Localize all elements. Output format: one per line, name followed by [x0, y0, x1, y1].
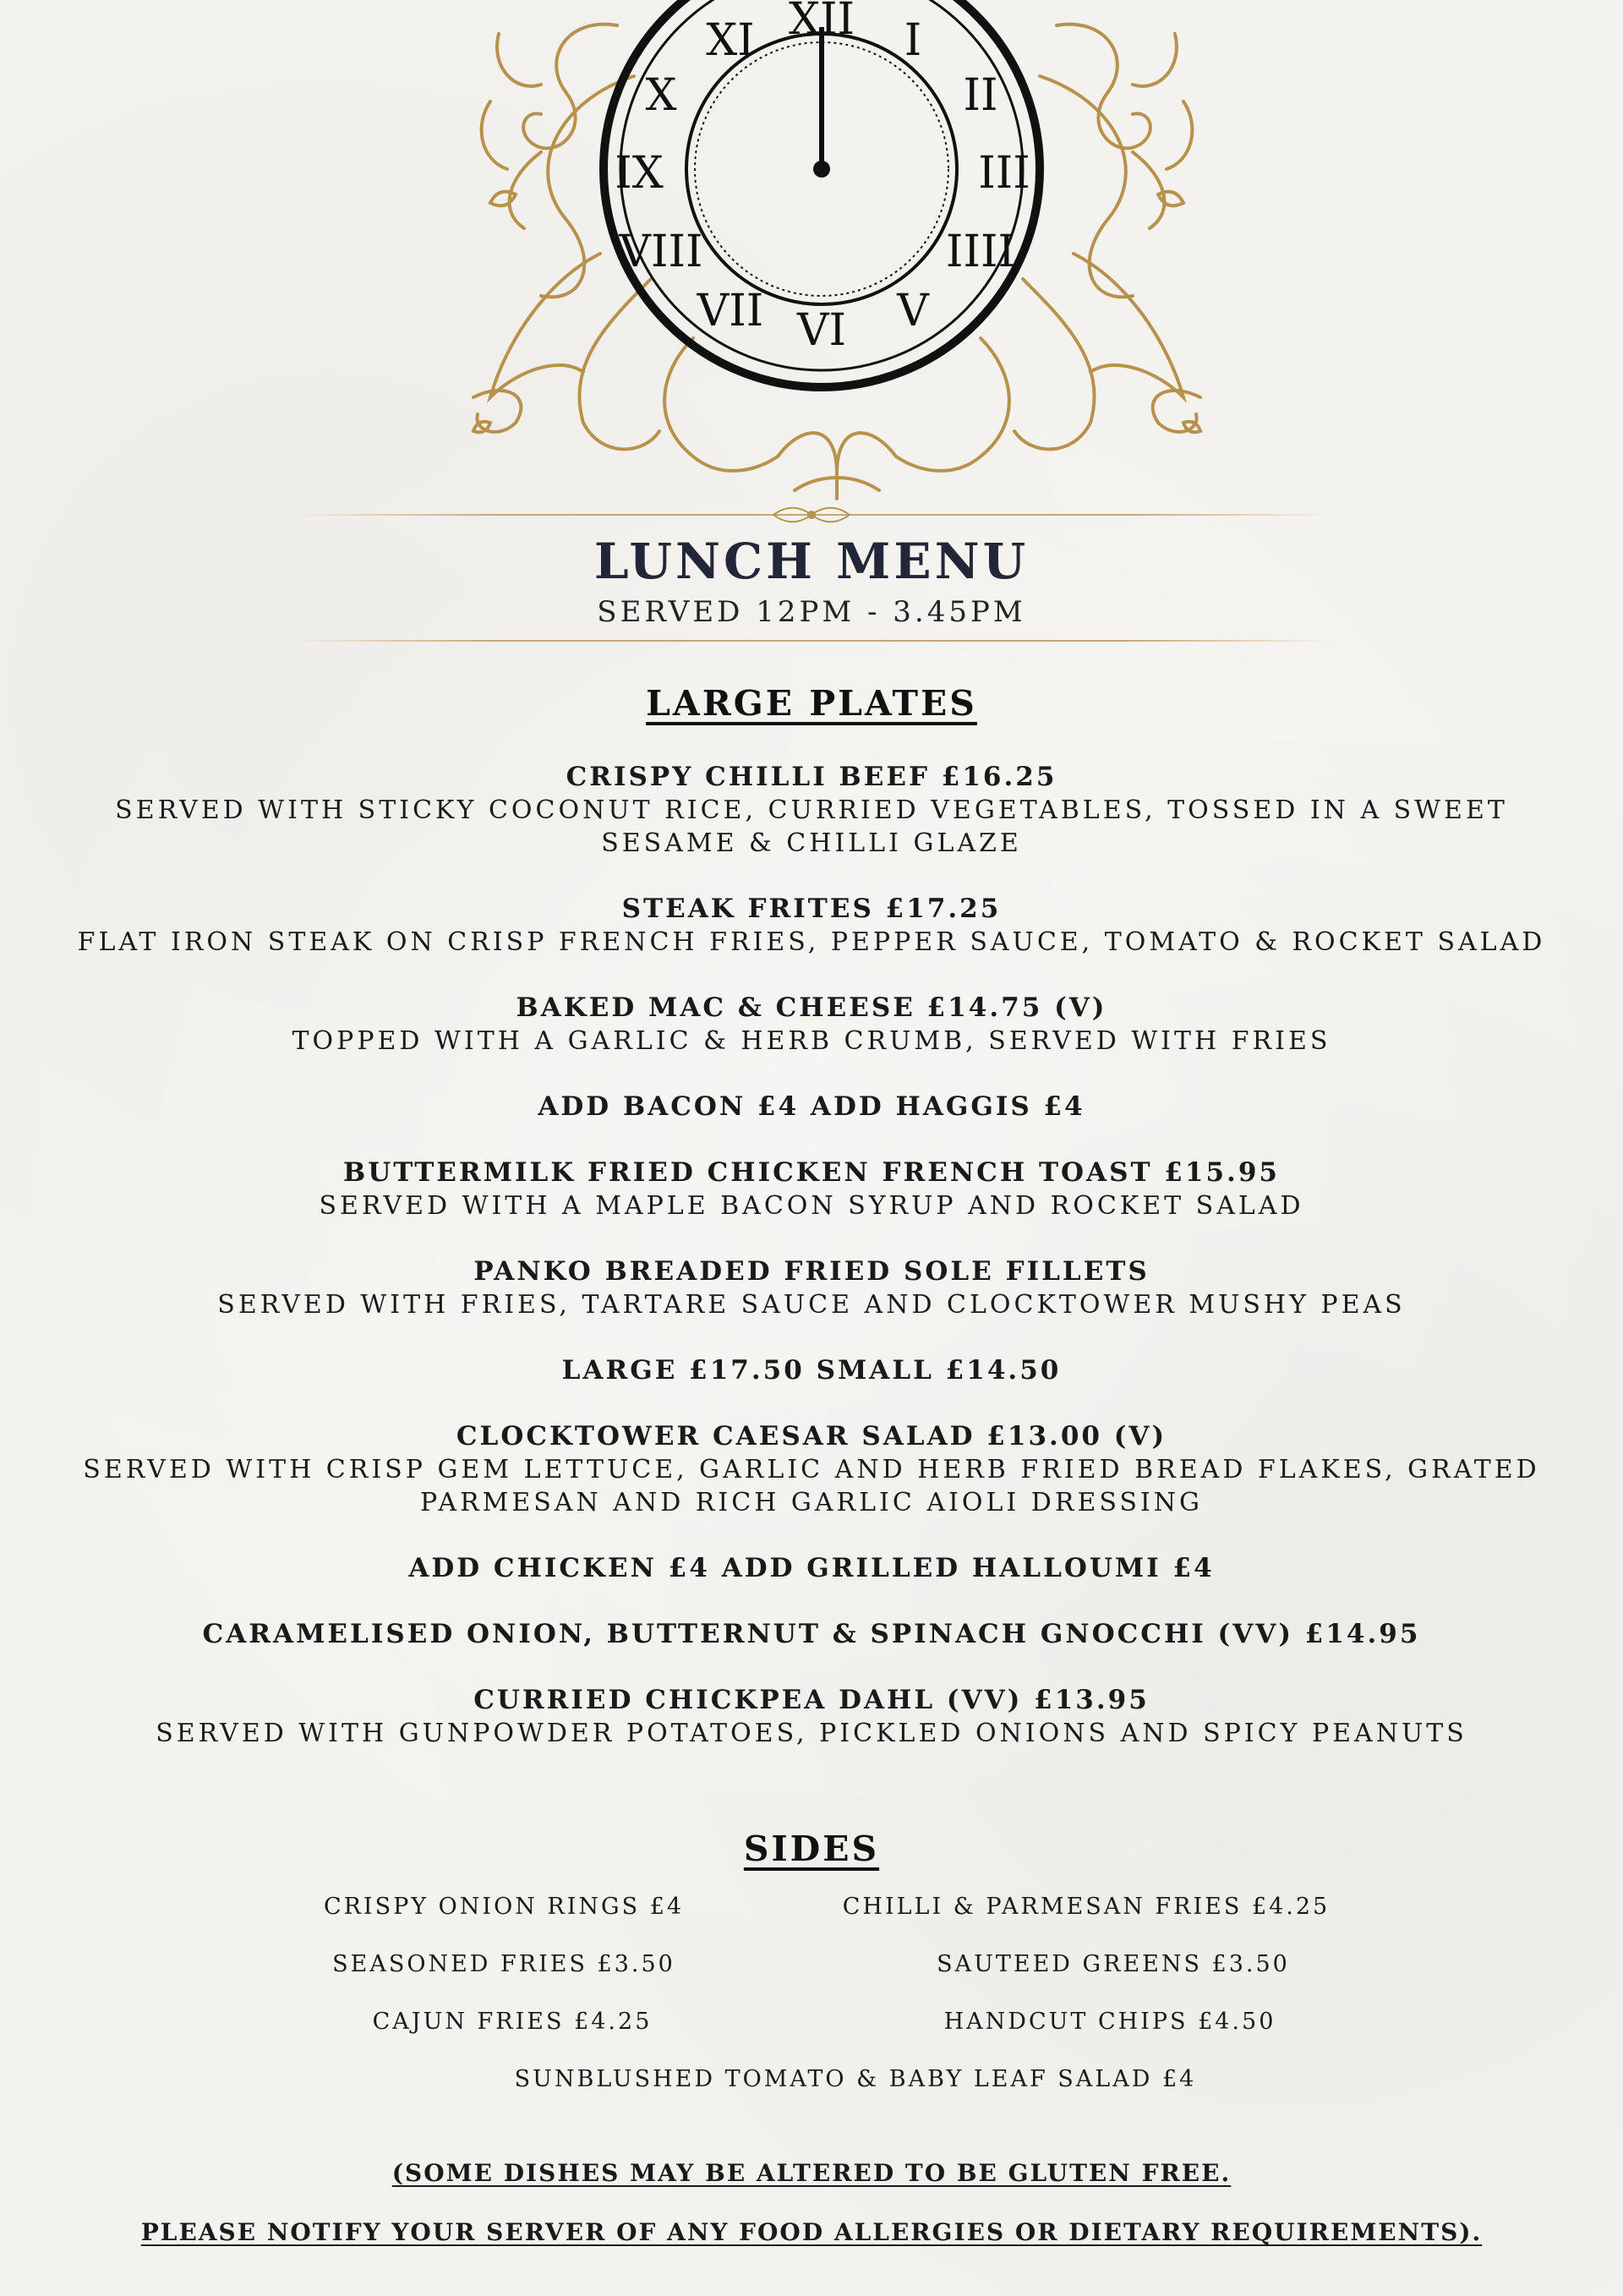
- menu-addon-text: LARGE £17.50 SMALL £14.50: [561, 1355, 1062, 1386]
- menu-item-name: PANKO BREADED FRIED SOLE FILLETS: [473, 1256, 1150, 1287]
- svg-text:II: II: [963, 70, 998, 121]
- svg-text:IIII: IIII: [945, 227, 1016, 277]
- gold-flourish-ornament: [769, 506, 854, 524]
- svg-text:X: X: [645, 70, 677, 121]
- svg-text:VIII: VIII: [619, 227, 703, 277]
- menu-item-description: SERVED WITH CRISP GEM LETTUCE, GARLIC AND HERB FRIED BREAD FLAKES, GRATED PARMESAN AND RICH GARLIC AIOLI DRESSING: [83, 1455, 1540, 1517]
- menu-item: [42, 1255, 1581, 1321]
- menu-addon-text: ADD CHICKEN £4 ADD GRILLED HALLOUMI £4: [408, 1553, 1215, 1583]
- svg-text:XII: XII: [788, 0, 855, 45]
- service-hours: SERVED 12PM - 3.45PM: [597, 595, 1026, 629]
- clock-crest-logo: [440, 0, 1234, 503]
- gluten-free-note: (SOME DISHES MAY BE ALTERED TO BE GLUTEN FREE.: [391, 2159, 1232, 2187]
- menu-item-description: TOPPED WITH A GARLIC & HERB CRUMB, SERVED WITH FRIES: [292, 1026, 1331, 1056]
- menu-addon-text: ADD BACON £4 ADD HAGGIS £4: [538, 1091, 1085, 1122]
- svg-text:III: III: [978, 148, 1030, 199]
- menu-item: [42, 1684, 1581, 1750]
- side-item: SUNBLUSHED TOMATO & BABY LEAF SALAD £4: [514, 2066, 1197, 2092]
- menu-item-description: FLAT IRON STEAK ON CRISP FRENCH FRIES, PEPPER SAUCE, TOMATO & ROCKET SALAD: [77, 927, 1546, 957]
- side-item: SAUTEED GREENS £3.50: [937, 1951, 1290, 1977]
- menu-item: [42, 992, 1581, 1058]
- menu-item-description: SERVED WITH STICKY COCONUT RICE, CURRIED VEGETABLES, TOSSED IN A SWEET SESAME & CHILLI GLAZE: [115, 795, 1508, 858]
- menu-item-name: STEAK FRITES £17.25: [621, 894, 1002, 924]
- side-item: SEASONED FRIES £3.50: [332, 1951, 675, 1977]
- menu-item: [42, 893, 1581, 959]
- svg-text:VII: VII: [697, 286, 764, 336]
- sides-heading: SIDES: [743, 1829, 880, 1869]
- menu-item: [42, 1156, 1581, 1222]
- large-plates-heading: LARGE PLATES: [646, 683, 977, 724]
- menu-item: [42, 761, 1581, 860]
- menu-item-description: SERVED WITH FRIES, TARTARE SAUCE AND CLOCKTOWER MUSHY PEAS: [217, 1290, 1406, 1320]
- menu-item-name: CARAMELISED ONION, BUTTERNUT & SPINACH GNOCCHI (VV) £14.95: [202, 1619, 1421, 1649]
- menu-item: [42, 1618, 1581, 1651]
- svg-text:VI: VI: [796, 305, 847, 356]
- menu-addon: [42, 1091, 1581, 1123]
- svg-text:IX: IX: [615, 148, 664, 199]
- side-item: HANDCUT CHIPS £4.50: [943, 2009, 1276, 2035]
- side-item: CHILLI & PARMESAN FRIES £4.25: [842, 1894, 1331, 1920]
- svg-text:I: I: [904, 15, 922, 66]
- svg-text:XI: XI: [706, 15, 755, 66]
- menu-addon: [42, 1354, 1581, 1387]
- menu-item-description: SERVED WITH GUNPOWDER POTATOES, PICKLED ONIONS AND SPICY PEANUTS: [156, 1719, 1467, 1748]
- menu-item-name: CLOCKTOWER CAESAR SALAD £13.00 (V): [456, 1421, 1167, 1451]
- page-title: LUNCH MENU: [593, 533, 1030, 590]
- allergy-note: PLEASE NOTIFY YOUR SERVER OF ANY FOOD ALLERGIES OR DIETARY REQUIREMENTS).: [140, 2218, 1483, 2246]
- side-item: CRISPY ONION RINGS £4: [323, 1894, 685, 1920]
- menu-item-name: CRISPY CHILLI BEEF £16.25: [566, 762, 1057, 792]
- side-item: CAJUN FRIES £4.25: [372, 2009, 653, 2035]
- menu-item-name: BAKED MAC & CHEESE £14.75 (V): [516, 992, 1107, 1023]
- menu-item-name: CURRIED CHICKPEA DAHL (VV) £13.95: [473, 1685, 1150, 1715]
- svg-text:V: V: [897, 286, 929, 336]
- large-plates-list: [42, 761, 1581, 1783]
- menu-item-name: BUTTERMILK FRIED CHICKEN FRENCH TOAST £15.95: [343, 1157, 1280, 1188]
- menu-item-description: SERVED WITH A MAPLE BACON SYRUP AND ROCKET SALAD: [319, 1191, 1304, 1221]
- bottom-divider: [292, 640, 1331, 642]
- menu-addon: [42, 1552, 1581, 1585]
- menu-item: [42, 1420, 1581, 1519]
